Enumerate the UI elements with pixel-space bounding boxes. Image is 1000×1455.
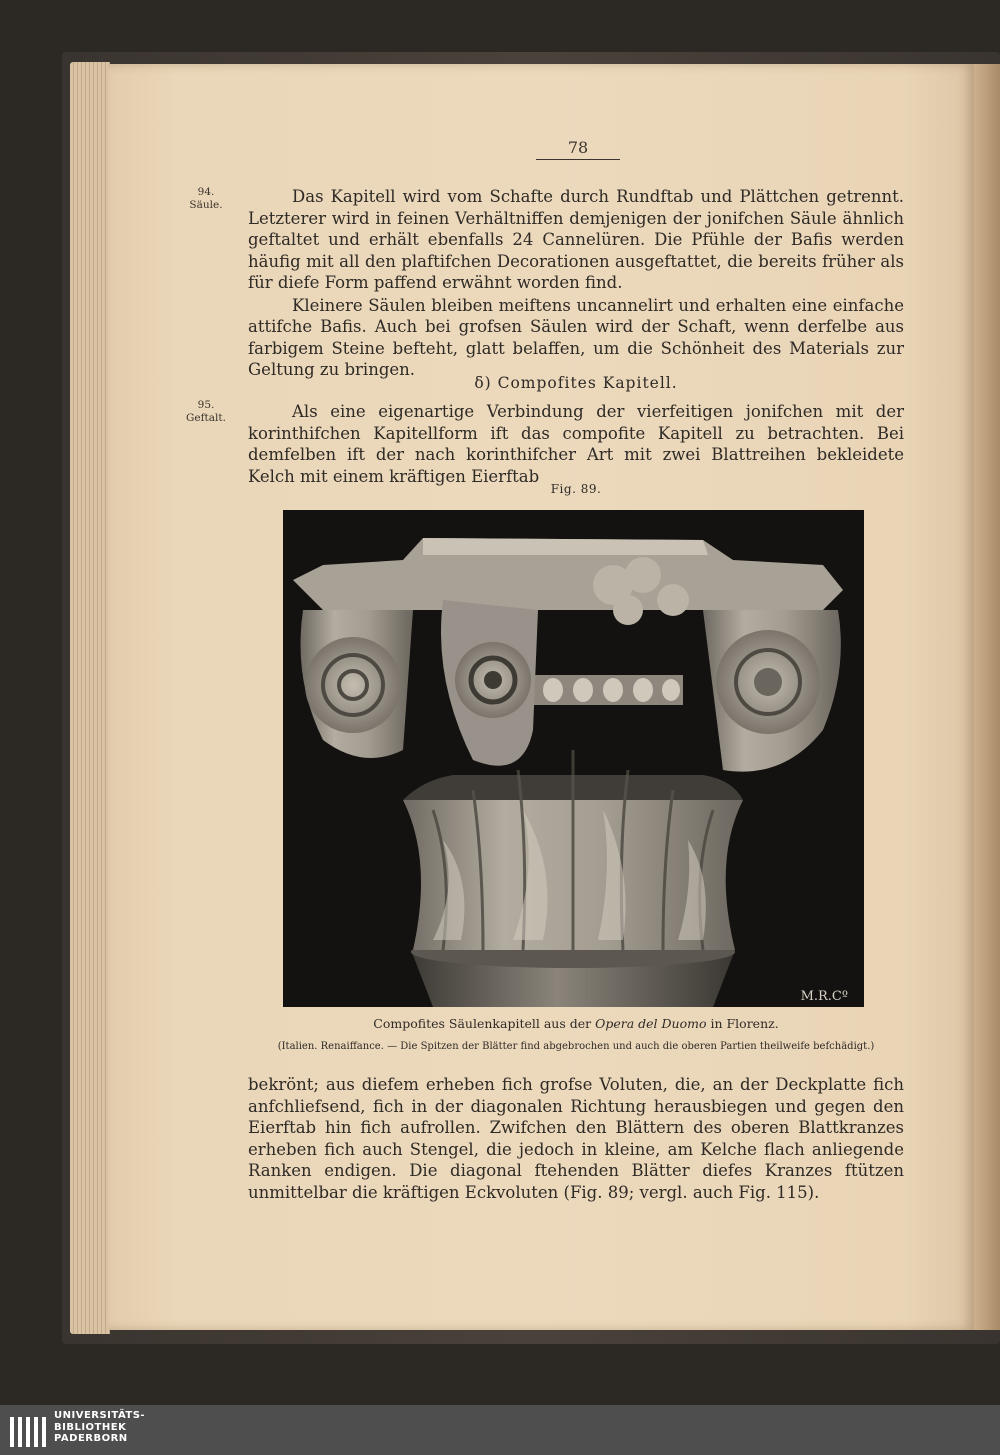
margin-note-94: [176, 186, 236, 212]
figure-caption: [248, 1016, 904, 1031]
library-name: [54, 1410, 145, 1445]
margin-note-label: Geftalt.: [186, 412, 226, 424]
caption-note: (Italien. Renaiffance. — Die Spitzen der Blätter find abgebrochen und auch die oberen Partien theilweife befchädigt.): [277, 1041, 875, 1052]
paragraph: Das Kapitell wird vom Schafte durch Rundftab und Plättchen getrennt. Letzterer wird in feinen Verhältniffen demjenigen der jonifchen Säule ähnlich geftaltet und erhält ebenfalls 24 Cannelüren. Die Pfühle der Bafis werden häufig mit all den plaftifchen Decorationen ausgeftattet, die bereits früher als für diefe Form paffend erwähnt worden find.: [248, 187, 904, 292]
capital-photograph: [283, 510, 864, 1007]
engraver-mark: M.R.Cº: [800, 989, 848, 1004]
section-95-text: [248, 401, 904, 487]
caption-suffix: in Florenz.: [706, 1016, 779, 1031]
facing-page-edge: [974, 64, 1000, 1330]
library-footer: [0, 1405, 1000, 1455]
library-name-line: PADERBORN: [54, 1433, 128, 1444]
paragraph: bekrönt; aus diefem erheben fich grofse Voluten, die, an der Deckplatte fich anfchliefsend, fich in der diagonalen Richtung herausbiegen und gegen den Eierftab hin fich aufrollen. Zwifchen den Blättern des oberen Blattkranzes erheben fich auch Stengel, die jedoch in kleine, am Kelche flach anliegende Ranken endigen. Die diagonal ftehenden Blätter diefes Kranzes ftützen unmittelbar die kräftigen Eckvoluten (Fig. 89; vergl. auch Fig. 115).: [248, 1075, 904, 1202]
caption-prefix: Compofites Säulenkapitell aus der: [373, 1016, 596, 1031]
library-name-line: BIBLIOTHEK: [54, 1421, 127, 1433]
section-94-text: [248, 186, 904, 381]
margin-note-number: 94.: [197, 186, 215, 198]
library-logo-icon: [8, 1411, 48, 1451]
margin-note-label: Säule.: [189, 199, 223, 211]
margin-note-95: [176, 399, 236, 425]
page-edges: [70, 62, 110, 1334]
figure-label: Fig. 89.: [550, 482, 602, 496]
paragraph: Als eine eigenartige Verbindung der vierfeitigen jonifchen mit der korinthifchen Kapitellform ift das compofite Kapitell zu betrachten. Bei demfelben ift der nach korinthifcher Art mit zwei Blattreihen bekleidete Kelch mit einem kräftigen Eierftab: [248, 402, 904, 486]
composite-capital-image: [283, 510, 864, 1007]
paragraph: Kleinere Säulen bleiben meiftens uncannelirt und erhalten eine einfache attifche Bafis. Auch bei grofsen Säulen wird der Schaft, wenn derfelbe aus farbigem Steine befteht, glatt belaffen, um die Schönheit des Materials zur Geltung zu bringen.: [248, 295, 904, 379]
library-name-line: UNIVERSITÄTS-: [54, 1410, 146, 1421]
margin-note-number: 95.: [197, 399, 215, 411]
section-heading: δ) Compofites Kapitell.: [474, 374, 678, 392]
caption-italic: Opera del Duomo: [595, 1016, 707, 1031]
page-number: 78: [536, 138, 620, 160]
continuation-text: [248, 1074, 904, 1203]
